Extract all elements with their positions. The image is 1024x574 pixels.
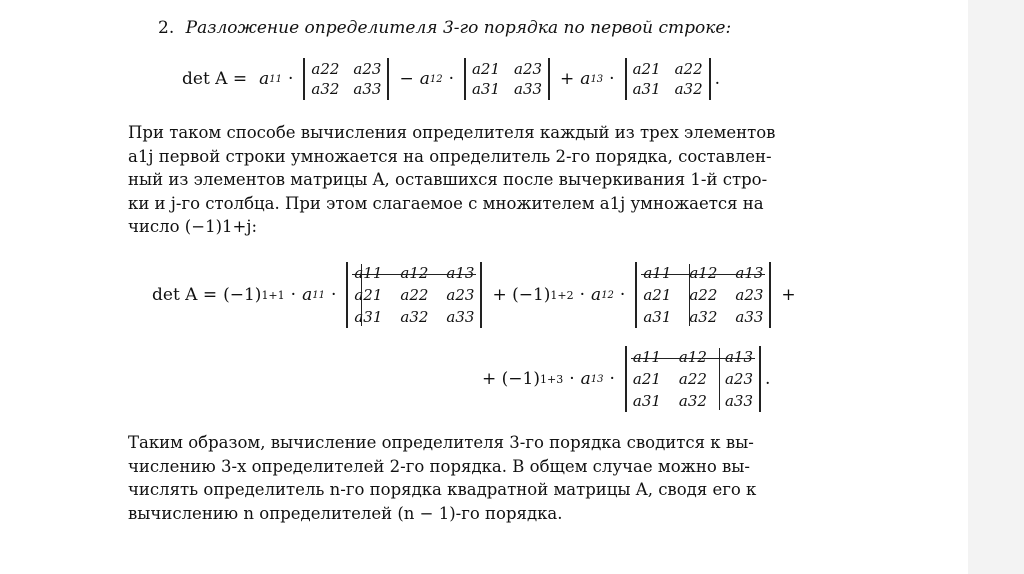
minor-cell: a31 (471, 80, 501, 98)
matrix-cell: a33 (724, 392, 753, 410)
matrix-cell: a11 (354, 264, 383, 282)
minor-cell: a33 (514, 80, 543, 98)
strike-row-line (641, 274, 765, 275)
matrix-cell: a22 (689, 286, 718, 304)
minor-cell: a22 (311, 60, 340, 78)
eq1-term1-coef: a (259, 69, 270, 89)
text-line: числять определитель n-го порядка квадратной матрицы A, сводя его к (128, 480, 757, 499)
eq2-term2-coef-sub: 12 (601, 289, 614, 301)
eq2-term2-coef: a (591, 285, 602, 305)
matrix-cell: a23 (446, 286, 475, 304)
eq2-lhs: det A = (152, 285, 218, 305)
eq2-trailing-plus: + (781, 285, 796, 305)
eq1-term2-sign: − (399, 69, 414, 89)
eq2-term3-power: 1+3 (539, 372, 564, 386)
minor-cell: a22 (674, 60, 703, 78)
paragraph-explanation (128, 121, 788, 239)
eq1-minor-2 (464, 58, 550, 100)
matrix-cell: a13 (446, 264, 475, 282)
eq2-end: . (764, 369, 771, 389)
matrix-cell: a32 (678, 392, 707, 410)
eq1-term1-coef-sub: 11 (269, 73, 282, 85)
eq2-term3-coef: a (580, 369, 591, 389)
eq1-term3-sign: + (560, 69, 575, 89)
strike-col-line (689, 264, 690, 326)
text-line: При таком способе вычисления определителя каждый из трех элементов (128, 123, 776, 142)
eq1-end: . (714, 69, 721, 89)
matrix-cell: a32 (400, 308, 429, 326)
eq2-term1-coef: a (302, 285, 313, 305)
text-line: числению 3-х определителей 2-го порядка. В общем случае можно вы- (128, 456, 750, 476)
text-line: ки и j-го столбца. При этом слагаемое с множителем a1j умножается на (128, 193, 764, 213)
heading-title: Разложение определителя 3-го порядка по первой строке: (185, 18, 732, 38)
eq2-matrix-1 (346, 262, 482, 328)
matrix-cell: a31 (643, 308, 672, 326)
minor-cell: a32 (311, 80, 340, 98)
matrix-cell: a23 (735, 286, 764, 304)
matrix-cell: a11 (643, 264, 672, 282)
eq2-term3-prefix: + (−1) (482, 369, 540, 389)
matrix-cell: a23 (724, 370, 753, 388)
section-heading (158, 18, 731, 38)
matrix-cell: a21 (632, 370, 661, 388)
eq2-term1-power: 1+1 (261, 288, 285, 302)
matrix-cell: a33 (735, 308, 764, 326)
matrix-cell: a13 (724, 348, 753, 366)
minor-cell: a32 (674, 80, 703, 98)
matrix-cell: a31 (354, 308, 383, 326)
equation-strike-line1: det A = (−1) 1+1 · a 11 · a11 a12 a13 a21 a22 a23 a31 a32 a33 + (−1) 1+2 · a 12 · a11 a12 a13 a21 a22 a23 a31 a32 a33 + (152, 264, 796, 326)
strike-col-line (361, 264, 362, 326)
strike-row-line (352, 274, 476, 275)
eq1-minor-3 (625, 58, 711, 100)
matrix-cell: a22 (400, 286, 429, 304)
eq2-term1-prefix: (−1) (223, 285, 262, 305)
text-line: вычислению n определителей (n − 1)-го порядка. (128, 503, 563, 523)
minor-cell: a23 (514, 60, 543, 78)
matrix-cell: a12 (400, 264, 429, 282)
equation-expansion: det A = a 11 · a22 a23 a32 a33 − a 12 · a21 a23 a31 a33 + a 13 · a21 a22 a31 a32 . (182, 60, 721, 98)
text-line: число (−1)1+j: (128, 217, 258, 236)
matrix-cell: a13 (735, 264, 764, 282)
minor-cell: a33 (353, 80, 382, 98)
paragraph-conclusion (128, 431, 788, 525)
eq2-term2-power: 1+2 (550, 288, 574, 302)
matrix-cell: a11 (632, 348, 661, 366)
matrix-cell: a21 (354, 286, 383, 304)
minor-cell: a21 (471, 60, 501, 78)
eq2-matrix-3 (625, 346, 761, 412)
text-line: ный из элементов матрицы A, оставшихся после вычеркивания 1-й стро- (128, 170, 768, 189)
strike-col-line (719, 348, 720, 410)
minor-cell: a31 (632, 80, 661, 98)
text-line: a1j первой строки умножается на определитель 2-го порядка, составлен- (128, 146, 772, 166)
matrix-cell: a21 (643, 286, 672, 304)
strike-row-line (631, 358, 755, 359)
eq2-term3-coef-sub: 13 (590, 373, 604, 385)
matrix-cell: a33 (446, 308, 475, 326)
text-line: Таким образом, вычисление определителя 3-го порядка сводится к вы- (128, 433, 754, 452)
eq2-matrix-2 (635, 262, 771, 328)
matrix-cell: a32 (689, 308, 718, 326)
matrix-cell: a12 (689, 264, 718, 282)
minor-cell: a21 (632, 60, 661, 78)
equation-strike-line2: + (−1) 1+3 · a 13 · a11 a12 a13 a21 a22 a23 a31 a32 a33 . (482, 348, 771, 410)
heading-number: 2. (158, 18, 175, 38)
eq2-term1-coef-sub: 11 (312, 289, 325, 301)
eq2-term2-prefix: + (−1) (492, 285, 551, 305)
matrix-cell: a31 (632, 392, 661, 410)
eq1-term3-coef: a (580, 69, 591, 89)
eq1-term2-coef: a (419, 69, 430, 89)
matrix-cell: a22 (678, 370, 707, 388)
eq1-term2-coef-sub: 12 (429, 73, 443, 85)
eq1-lhs: det A = (182, 69, 248, 89)
matrix-cell: a12 (678, 348, 707, 366)
minor-cell: a23 (353, 60, 382, 78)
eq1-minor-1 (303, 58, 389, 100)
eq1-term3-coef-sub: 13 (590, 73, 604, 85)
